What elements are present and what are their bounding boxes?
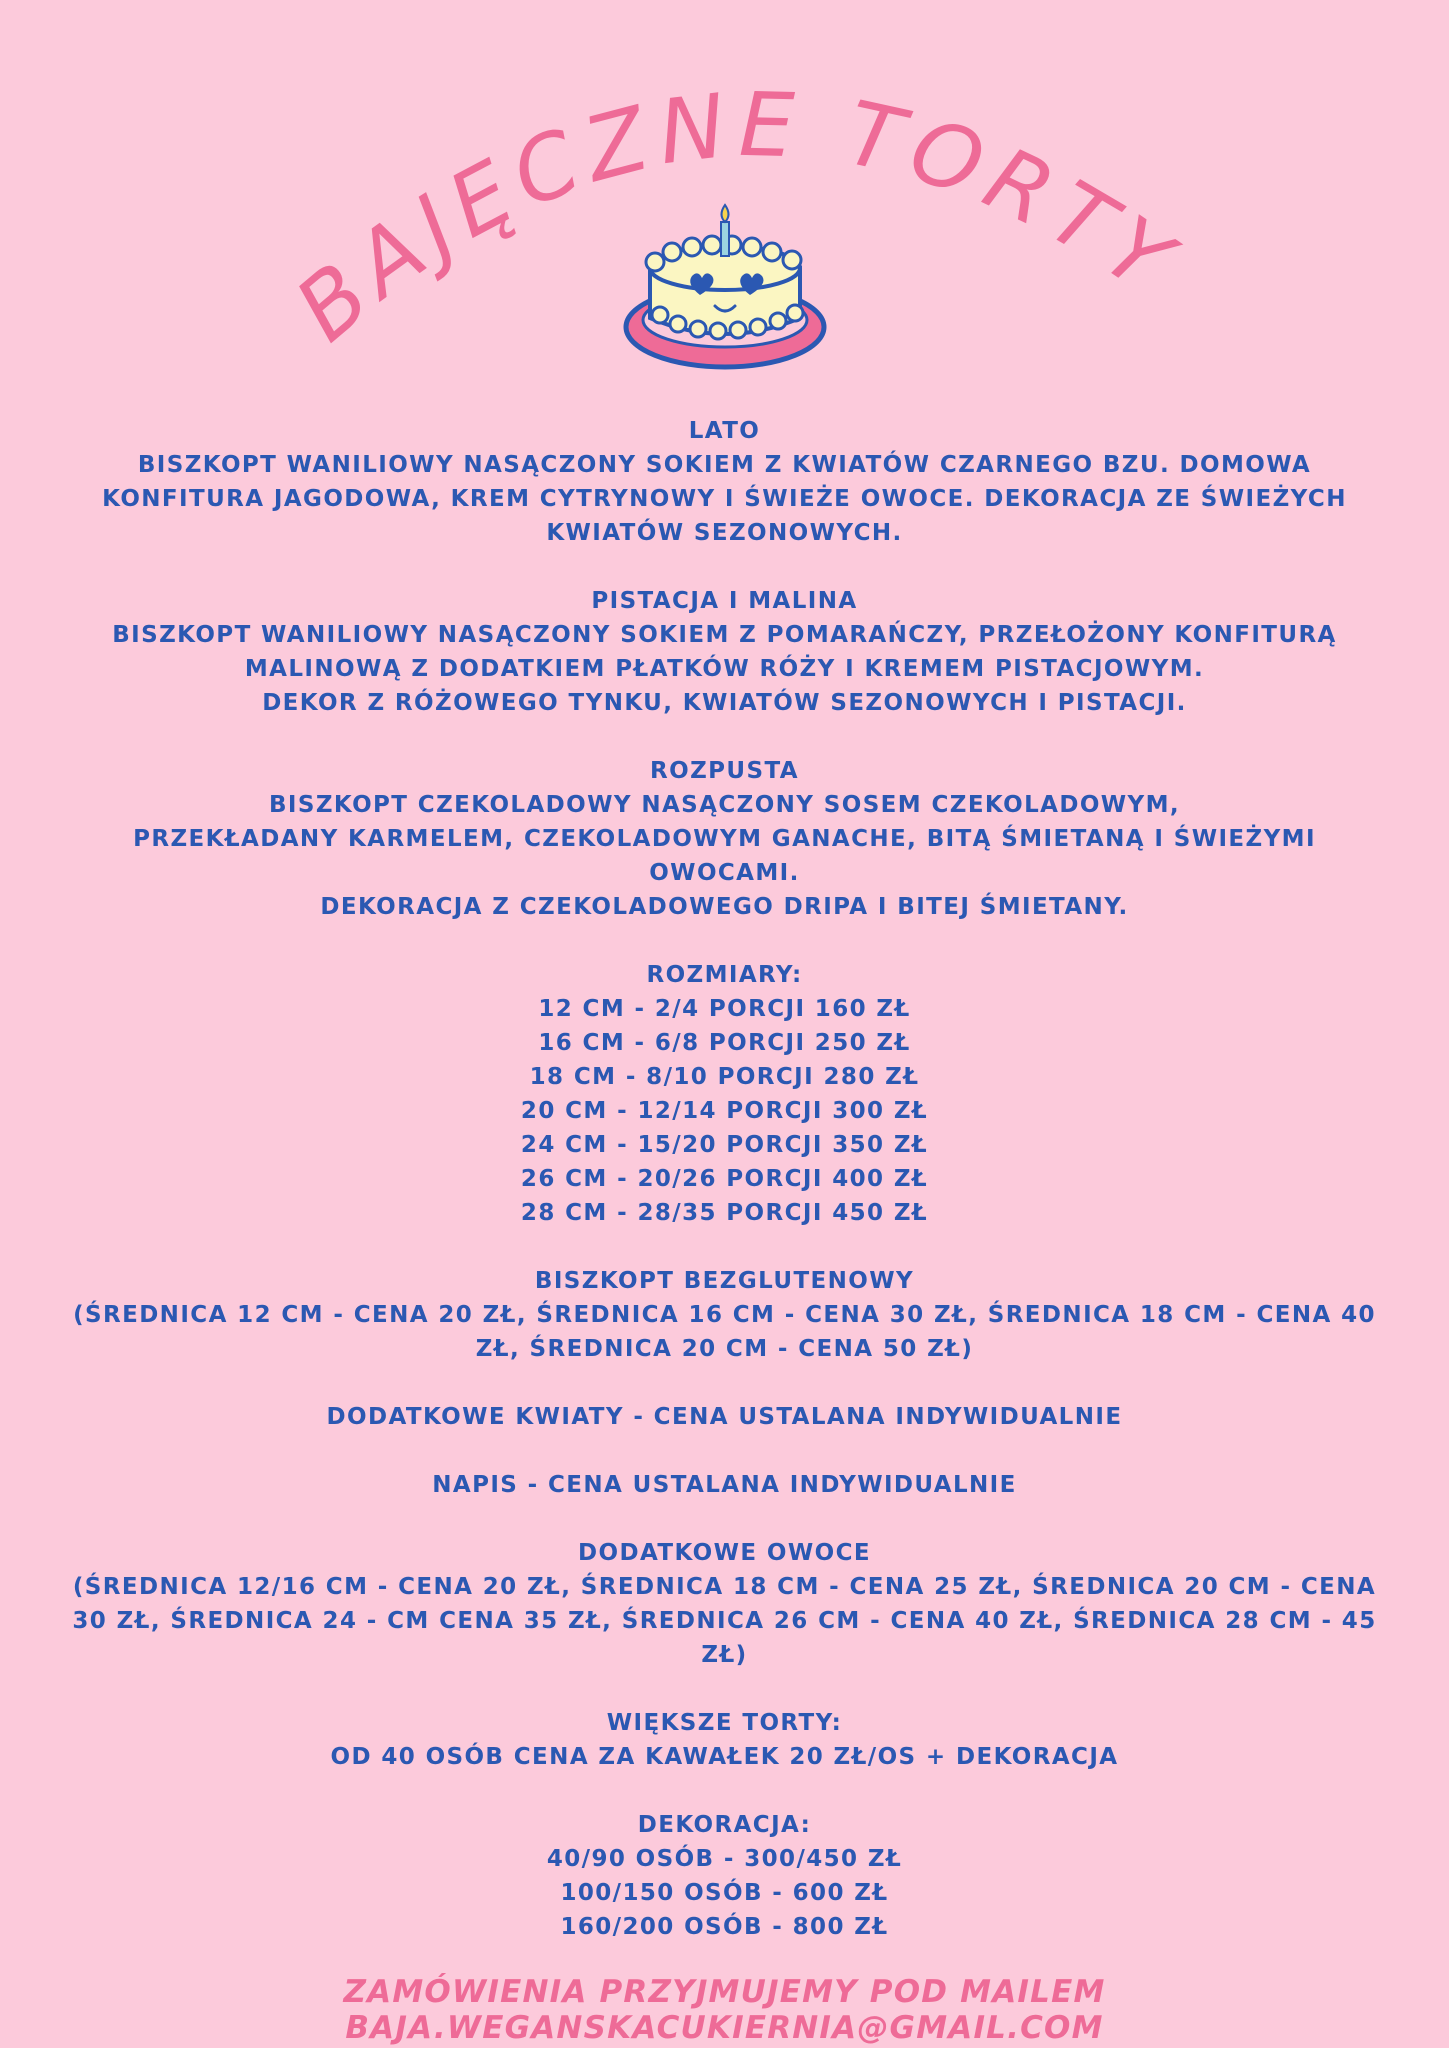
menu-section <box>70 1808 1379 1944</box>
section-line: 40/90 OSÓB - 300/450 ZŁ <box>546 1846 903 1872</box>
section-line: BISZKOPT WANILIOWY NASĄCZONY SOKIEM Z POMARAŃCZY, PRZEŁOŻONY KONFITURĄ <box>112 622 1337 648</box>
section-line: KONFITURA JAGODOWA, KREM CYTRYNOWY I ŚWIEŻE OWOCE. DEKORACJA ZE ŚWIEŻYCH <box>102 486 1347 512</box>
section-line: 28 CM - 28/35 PORCJI 450 ZŁ <box>520 1200 929 1226</box>
section-heading: LATO <box>688 418 761 444</box>
section-line: MALINOWĄ Z DODATKIEM PŁATKÓW RÓŻY I KREMEM PISTACJOWYM. <box>244 656 1205 682</box>
section-line: 20 CM - 12/14 PORCJI 300 ZŁ <box>520 1098 929 1124</box>
menu-section <box>70 1536 1379 1672</box>
section-line: 18 CM - 8/10 PORCJI 280 ZŁ <box>529 1064 920 1090</box>
menu-section <box>70 1400 1379 1434</box>
section-heading: NAPIS - CENA USTALANA INDYWIDUALNIE <box>432 1472 1017 1498</box>
menu-section <box>70 414 1379 550</box>
section-heading: WIĘKSZE TORTY: <box>606 1710 843 1736</box>
section-line: OD 40 OSÓB CENA ZA KAWAŁEK 20 ZŁ/OS + DEKORACJA <box>330 1744 1119 1770</box>
menu-section <box>70 958 1379 1230</box>
section-line: 16 CM - 6/8 PORCJI 250 ZŁ <box>538 1030 911 1056</box>
section-line: BISZKOPT WANILIOWY NASĄCZONY SOKIEM Z KWIATÓW CZARNEGO BZU. DOMOWA <box>137 452 1312 478</box>
section-line: 100/150 OSÓB - 600 ZŁ <box>560 1880 889 1906</box>
menu-content <box>70 414 1379 1978</box>
menu-section <box>70 1264 1379 1366</box>
section-line: DEKORACJA Z CZEKOLADOWEGO DRIPA I BITEJ ŚMIETANY. <box>320 894 1129 920</box>
section-heading: DODATKOWE KWIATY - CENA USTALANA INDYWIDUALNIE <box>326 1404 1123 1430</box>
section-line: 30 ZŁ, ŚREDNICA 24 - CM CENA 35 ZŁ, ŚREDNICA 26 CM - CENA 40 ZŁ, ŚREDNICA 28 CM - 45 <box>72 1608 1377 1634</box>
cake-icon <box>626 205 824 367</box>
section-line: OWOCAMI. <box>649 860 800 886</box>
section-line: KWIATÓW SEZONOWYCH. <box>546 520 903 546</box>
section-line: ZŁ, ŚREDNICA 20 CM - CENA 50 ZŁ) <box>475 1336 974 1362</box>
section-line: 160/200 OSÓB - 800 ZŁ <box>560 1914 889 1940</box>
brand-logo <box>0 0 1449 400</box>
section-line: 12 CM - 2/4 PORCJI 160 ZŁ <box>538 996 911 1022</box>
section-line: PRZEKŁADANY KARMELEM, CZEKOLADOWYM GANACHE, BITĄ ŚMIETANĄ I ŚWIEŻYMI <box>133 826 1316 852</box>
menu-section <box>70 1468 1379 1502</box>
section-line: ZŁ) <box>701 1642 748 1668</box>
section-heading: DEKORACJA: <box>637 1812 812 1838</box>
brand-title-text: BAJĘCZNE TORTY <box>276 72 1197 361</box>
section-line: BISZKOPT CZEKOLADOWY NASĄCZONY SOSEM CZEKOLADOWYM, <box>268 792 1181 818</box>
section-heading: ROZPUSTA <box>650 758 799 784</box>
menu-section <box>70 754 1379 924</box>
order-contact: ZAMÓWIENIA PRZYJMUJEMY POD MAILEM BAJA.WEGANSKACUKIERNIA@GMAIL.COM <box>343 1974 1106 2046</box>
section-line: DEKOR Z RÓŻOWEGO TYNKU, KWIATÓW SEZONOWYCH I PISTACJI. <box>262 690 1187 716</box>
section-heading: PISTACJA I MALINA <box>591 588 858 614</box>
menu-section <box>70 584 1379 720</box>
section-heading: DODATKOWE OWOCE <box>578 1540 871 1566</box>
section-line: (ŚREDNICA 12 CM - CENA 20 ZŁ, ŚREDNICA 16 CM - CENA 30 ZŁ, ŚREDNICA 18 CM - CENA 40 <box>73 1302 1376 1328</box>
section-line: 24 CM - 15/20 PORCJI 350 ZŁ <box>520 1132 929 1158</box>
section-heading: ROZMIARY: <box>646 962 803 988</box>
menu-section <box>70 1706 1379 1774</box>
section-line: 26 CM - 20/26 PORCJI 400 ZŁ <box>520 1166 929 1192</box>
section-line: (ŚREDNICA 12/16 CM - CENA 20 ZŁ, ŚREDNICA 18 CM - CENA 25 ZŁ, ŚREDNICA 20 CM - CENA <box>72 1574 1377 1600</box>
section-heading: BISZKOPT BEZGLUTENOWY <box>534 1268 915 1294</box>
